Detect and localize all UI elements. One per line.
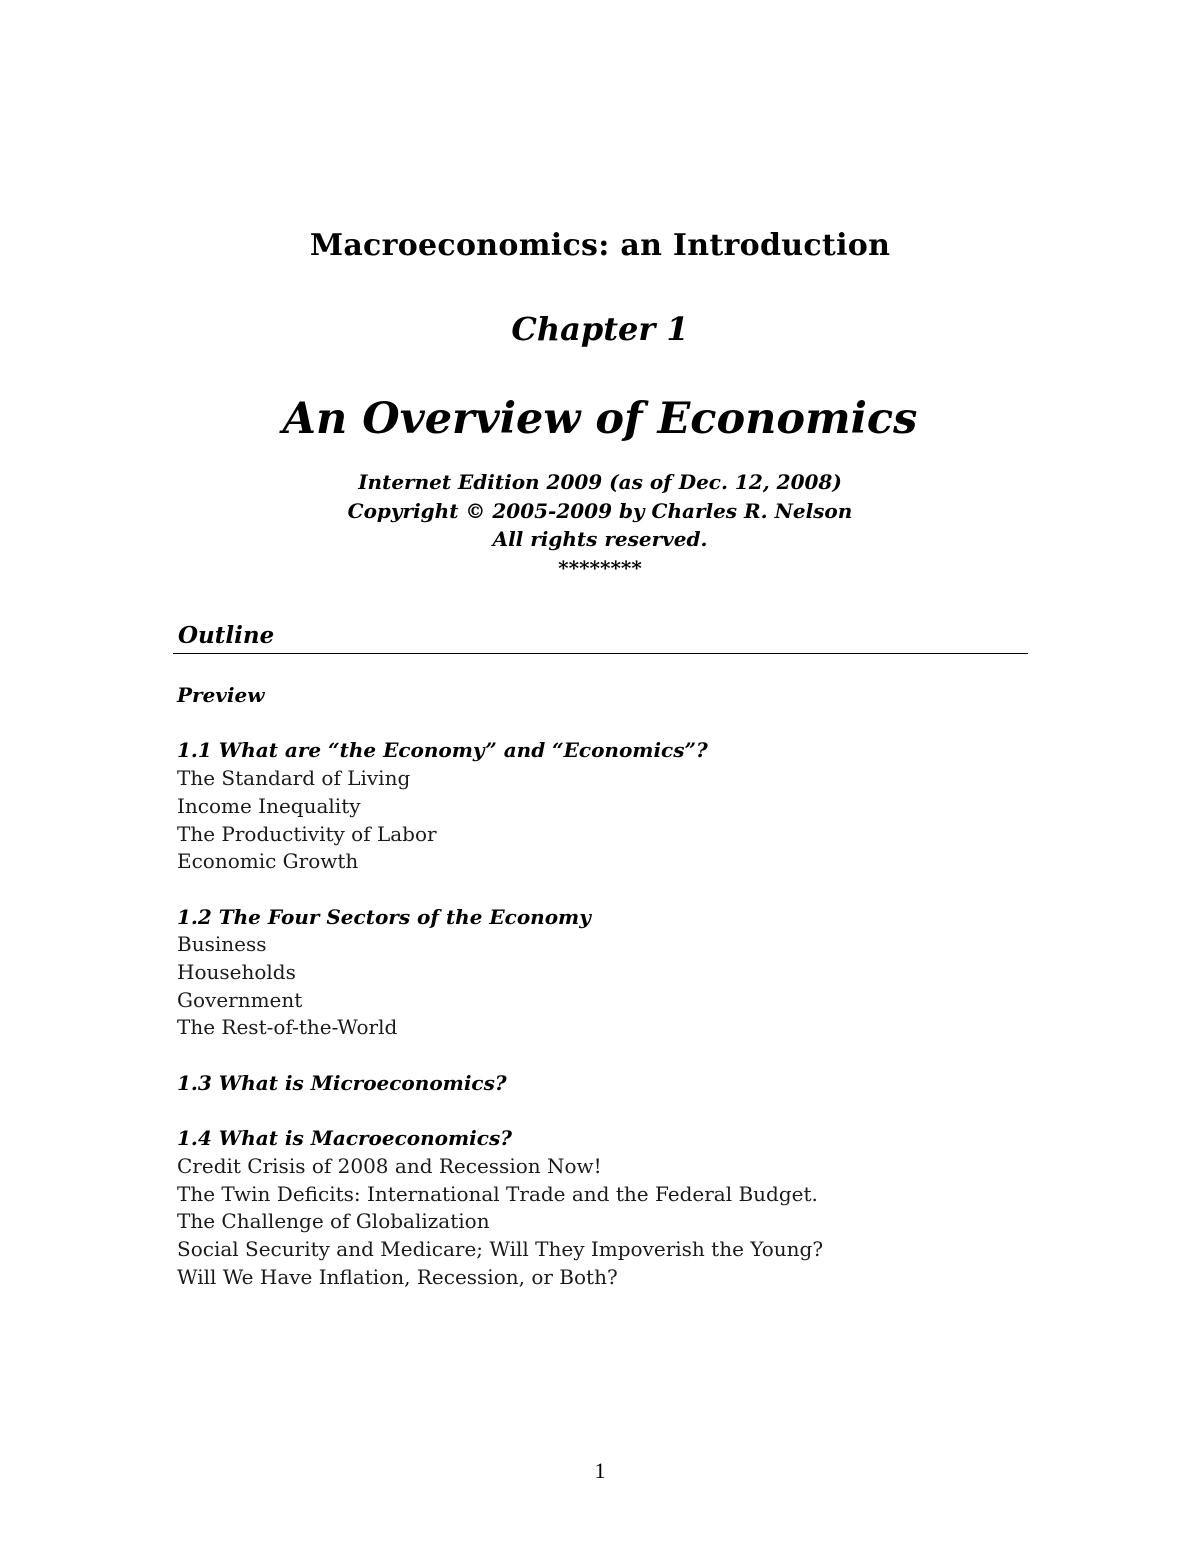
outline-divider xyxy=(173,653,1028,654)
outline-list xyxy=(177,682,1027,1291)
section-heading: 1.2 The Four Sectors of the Economy xyxy=(177,904,591,929)
section-item: Economic Growth xyxy=(177,849,359,874)
section-item: Government xyxy=(177,987,303,1012)
spacer xyxy=(177,876,1027,904)
outline-preview: Preview xyxy=(177,683,265,707)
outline-section-1-3 xyxy=(177,1070,1027,1098)
section-item: Households xyxy=(177,960,296,984)
section-item: The Productivity of Labor xyxy=(177,821,437,846)
section-item: Social Security and Medicare; Will They Impoverish the Young? xyxy=(177,1237,824,1261)
outline-heading: Outline xyxy=(178,622,275,649)
chapter-label: Chapter 1 xyxy=(511,310,689,348)
section-item: The Twin Deficits: International Trade and the Federal Budget. xyxy=(177,1181,818,1206)
outline-section-1-1 xyxy=(177,737,1027,876)
spacer xyxy=(177,1042,1027,1070)
section-item: The Challenge of Globalization xyxy=(177,1209,490,1234)
copyright-line: Copyright © 2005-2009 by Charles R. Nelson xyxy=(347,498,853,523)
section-item: The Standard of Living xyxy=(177,766,411,791)
edition-block xyxy=(0,468,1200,582)
book-title: Macroeconomics: an Introduction xyxy=(309,228,891,263)
page-number: 1 xyxy=(594,1458,606,1483)
section-heading: 1.4 What is Macroeconomics? xyxy=(177,1126,512,1151)
spacer xyxy=(177,710,1027,738)
section-heading: 1.3 What is Microeconomics? xyxy=(177,1070,507,1095)
section-item: Will We Have Inflation, Recession, or Both? xyxy=(177,1264,618,1289)
spacer xyxy=(177,1098,1027,1126)
section-item: Income Inequality xyxy=(177,793,361,818)
section-heading: 1.1 What are “the Economy” and “Economics”? xyxy=(177,738,708,763)
edition-line: Internet Edition 2009 (as of Dec. 12, 2008) xyxy=(358,470,842,494)
chapter-title: An Overview of Economics xyxy=(282,394,918,444)
rights-line: All rights reserved. xyxy=(492,527,708,551)
outline-section-1-2 xyxy=(177,904,1027,1043)
section-item: Business xyxy=(177,932,267,957)
outline-section-1-4 xyxy=(177,1125,1027,1291)
separator-line: ******** xyxy=(558,555,642,580)
section-item: The Rest-of-the-World xyxy=(177,1015,398,1040)
section-item: Credit Crisis of 2008 and Recession Now! xyxy=(177,1153,602,1178)
